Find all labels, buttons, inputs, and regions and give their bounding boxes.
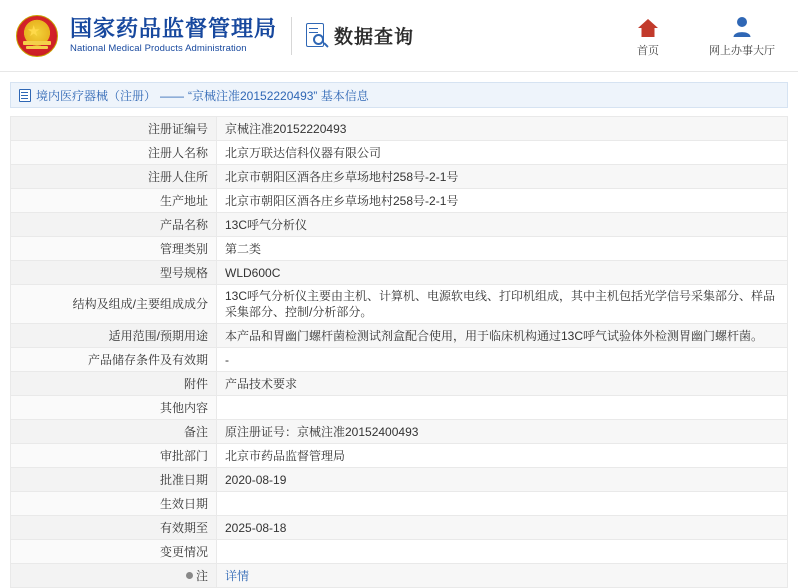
org-titles <box>70 16 277 56</box>
header-divider <box>291 17 292 55</box>
breadcrumb-dash: —— <box>160 88 185 103</box>
row-value: 2020-08-19 <box>217 468 788 492</box>
row-label: 管理类别 <box>11 237 217 261</box>
breadcrumb-code: “京械注准20152220493” <box>188 88 318 103</box>
table-row <box>11 285 788 324</box>
registration-info-table <box>10 116 788 588</box>
row-label: 其他内容 <box>11 396 217 420</box>
row-label: 生产地址 <box>11 189 217 213</box>
national-emblem-icon: ★ <box>14 13 60 59</box>
table-row <box>11 237 788 261</box>
row-label: 审批部门 <box>11 444 217 468</box>
row-label: 注册证编号 <box>11 117 217 141</box>
row-value: 北京市药品监督管理局 <box>217 444 788 468</box>
table-row <box>11 213 788 237</box>
detail-link[interactable]: 详情 <box>225 568 250 583</box>
table-row <box>11 348 788 372</box>
row-label: 备注 <box>11 420 217 444</box>
site-header <box>0 0 798 72</box>
page-icon <box>19 89 31 102</box>
row-value: 13C呼气分析仪主要由主机、计算机、电源软电线、打印机组成，其中主机包括光学信号采集部分、样品采集部分、控制/分析部分。 <box>217 285 788 324</box>
table-row <box>11 468 788 492</box>
row-label: 有效期至 <box>11 516 217 540</box>
row-value <box>217 492 788 516</box>
row-label: 注册人名称 <box>11 141 217 165</box>
info-table-wrap <box>10 116 788 588</box>
row-label: 批准日期 <box>11 468 217 492</box>
org-title-en: National Medical Products Administration <box>70 42 247 54</box>
row-value: 2025-08-18 <box>217 516 788 540</box>
row-value: 本产品和胃幽门螺杆菌检测试剂盒配合使用，用于临床机构通过13C呼气试验体外检测胃幽门螺杆菌。 <box>217 324 788 348</box>
row-value: 第二类 <box>217 237 788 261</box>
breadcrumb <box>10 82 788 108</box>
row-value: - <box>217 348 788 372</box>
dot-icon <box>186 572 193 579</box>
org-title-cn: 国家药品监督管理局 <box>70 15 278 41</box>
row-label: 变更情况 <box>11 540 217 564</box>
table-row <box>11 516 788 540</box>
table-row <box>11 444 788 468</box>
row-label: 产品名称 <box>11 213 217 237</box>
row-label: 产品储存条件及有效期 <box>11 348 217 372</box>
breadcrumb-suffix: 基本信息 <box>320 88 369 103</box>
data-query-brand[interactable] <box>306 22 414 49</box>
home-icon <box>637 14 659 38</box>
row-value <box>217 396 788 420</box>
row-label: 型号规格 <box>11 261 217 285</box>
document-search-icon <box>306 23 328 49</box>
row-label: 适用范围/预期用途 <box>11 324 217 348</box>
header-nav <box>622 14 775 58</box>
nav-home-label: 首页 <box>637 44 659 57</box>
table-row <box>11 396 788 420</box>
table-row-note <box>11 564 788 588</box>
nav-online-service[interactable] <box>709 14 775 58</box>
table-row <box>11 141 788 165</box>
table-row <box>11 117 788 141</box>
row-value: 原注册证号：京械注准20152400493 <box>217 420 788 444</box>
row-value: WLD600C <box>217 261 788 285</box>
table-row <box>11 372 788 396</box>
breadcrumb-section: 境内医疗器械（注册） <box>36 88 157 103</box>
table-row <box>11 324 788 348</box>
row-label: 注册人住所 <box>11 165 217 189</box>
row-value <box>217 540 788 564</box>
row-value: 北京万联达信科仪器有限公司 <box>217 141 788 165</box>
user-service-icon <box>732 14 752 38</box>
table-row <box>11 540 788 564</box>
note-label-cell <box>11 564 217 588</box>
table-row <box>11 261 788 285</box>
row-value: 北京市朝阳区酒各庄乡草场地村258号-2-1号 <box>217 189 788 213</box>
table-row <box>11 189 788 213</box>
row-value: 京械注准20152220493 <box>217 117 788 141</box>
row-value: 13C呼气分析仪 <box>217 213 788 237</box>
table-row <box>11 165 788 189</box>
row-value: 产品技术要求 <box>217 372 788 396</box>
nav-online-service-label: 网上办事大厅 <box>709 44 775 57</box>
breadcrumb-text <box>36 87 369 104</box>
nav-home[interactable] <box>622 14 674 58</box>
row-label: 生效日期 <box>11 492 217 516</box>
table-row <box>11 492 788 516</box>
note-label: 注 <box>195 568 208 583</box>
row-value: 北京市朝阳区酒各庄乡草场地村258号-2-1号 <box>217 165 788 189</box>
row-label: 结构及组成/主要组成成分 <box>11 285 217 324</box>
table-row <box>11 420 788 444</box>
data-query-label: 数据查询 <box>334 27 415 48</box>
row-label: 附件 <box>11 372 217 396</box>
note-value-cell <box>217 564 788 588</box>
